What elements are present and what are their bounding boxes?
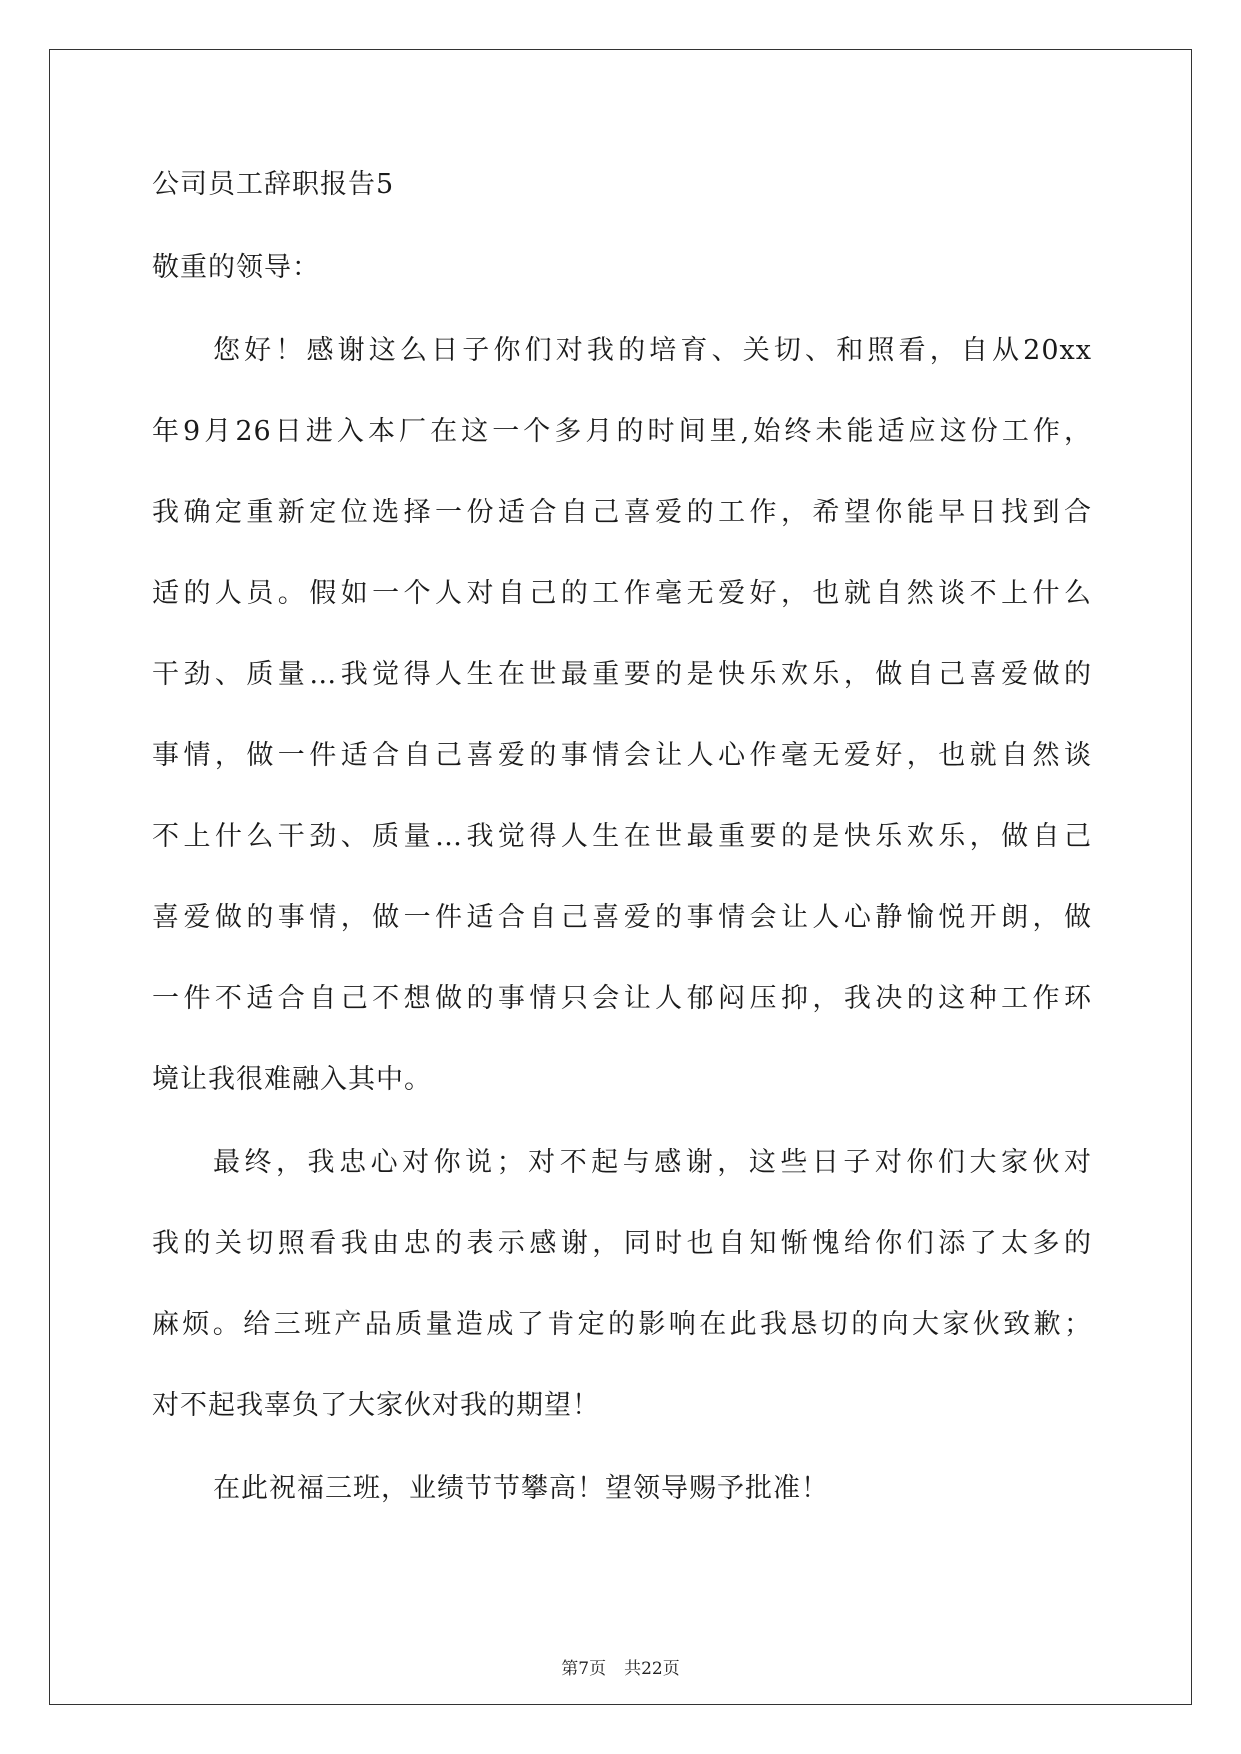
- paragraph-line: 事情，做一件适合自己喜爱的事情会让人心作毫无爱好，也就自然谈: [152, 740, 1092, 771]
- paragraph-line: 对不起我辜负了大家伙对我的期望！: [152, 1390, 600, 1421]
- paragraph-line: 干劲、质量…我觉得人生在世最重要的是快乐欢乐，做自己喜爱做的: [152, 659, 1092, 690]
- paragraph-3: [152, 1470, 1092, 1508]
- paragraph-line: 麻烦。给三班产品质量造成了肯定的影响在此我恳切的向大家伙致歉；: [152, 1309, 1092, 1340]
- paragraph-line: 适的人员。假如一个人对自己的工作毫无爱好，也就自然谈不上什么: [152, 578, 1092, 609]
- paragraph-line: 喜爱做的事情，做一件适合自己喜爱的事情会让人心静愉悦开朗，做: [152, 902, 1092, 933]
- paragraph-line: 年9月26日进入本厂在这一个多月的时间里,始终未能适应这份工作，: [152, 416, 1092, 447]
- paragraph-line: 我确定重新定位选择一份适合自己喜爱的工作，希望你能早日找到合: [152, 497, 1092, 528]
- paragraph-line: 一件不适合自己不想做的事情只会让人郁闷压抑，我决的这种工作环: [152, 983, 1092, 1014]
- paragraph-2: [152, 1144, 1092, 1425]
- paragraph-line: 境让我很难融入其中。: [152, 1064, 432, 1095]
- paragraph-line: 不上什么干劲、质量…我觉得人生在世最重要的是快乐欢乐，做自己: [152, 821, 1092, 852]
- page-number-total: 共22页: [624, 1659, 680, 1679]
- paragraph-line: 在此祝福三班，业绩节节攀高！望领导赐予批准！: [213, 1473, 829, 1504]
- page-number-current: 第7页: [561, 1659, 607, 1679]
- document-title: 公司员工辞职报告5: [152, 169, 395, 200]
- document-body: [152, 166, 1092, 1508]
- paragraph-line: 您好！感谢这么日子你们对我的培育、关切、和照看，自从20xx: [213, 335, 1092, 366]
- salutation: 敬重的领导：: [152, 252, 320, 283]
- paragraph-line: 最终，我忠心对你说；对不起与感谢，这些日子对你们大家伙对: [213, 1147, 1092, 1178]
- paragraph-line: 我的关切照看我由忠的表示感谢，同时也自知惭愧给你们添了太多的: [152, 1228, 1092, 1259]
- page-footer: [0, 1658, 1241, 1680]
- paragraph-1: [152, 332, 1092, 1099]
